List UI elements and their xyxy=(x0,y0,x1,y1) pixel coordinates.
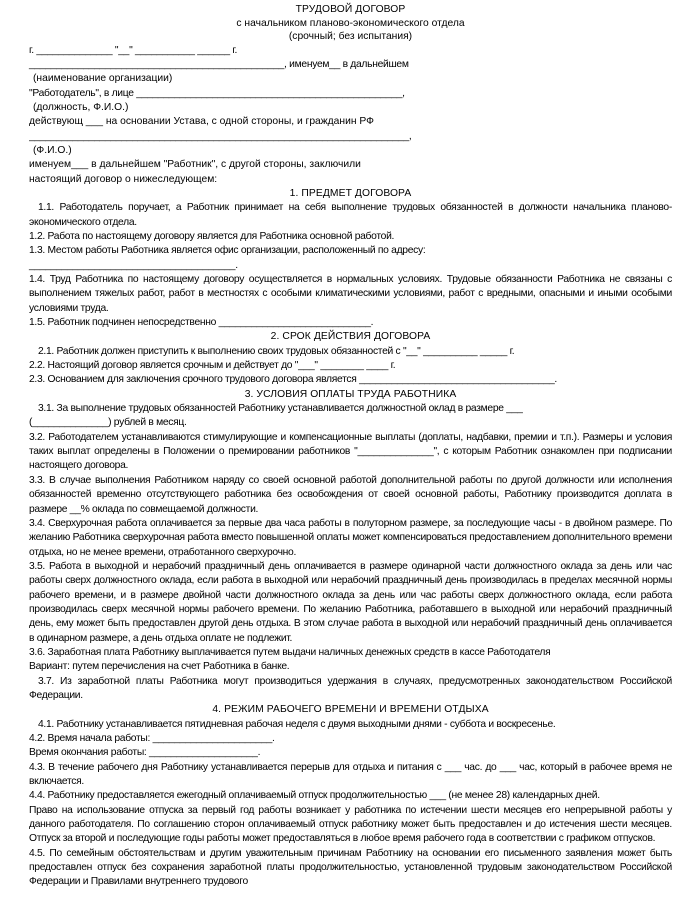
organization-caption: (наименование организации) xyxy=(33,73,173,85)
document-subtitle: с начальником планово-экономического отдела xyxy=(236,17,465,29)
worker-line: именуем___ в дальнейшем "Работник", с другой стороны, заключили xyxy=(29,159,361,171)
sections-container xyxy=(29,187,672,890)
clause-4.2b: Время окончания работы: ____________________. xyxy=(29,747,261,759)
clause-3.5: 3.5. Работа в выходной и нерабочий праздничный день оплачивается в размере одинарной части должностного оклада за день или час работы сверх должностного оклада, если работа в выходной или нерабочий праздничный день производилась в пределах месячной нормы рабочего времени, и в размере двойной части должностного оклада за день или час работы сверх должностного оклада, если работа производилась сверх месячной нормы рабочего времени. По желанию Работника, работавшего в выходной или нерабочий праздничный день, ему может быть предоставлен другой день отдыха. В этом случае работа в выходной или нерабочий праздничный день оплачивается в одинарном размере, а день отдыха оплате не подлежит. xyxy=(29,560,672,644)
clause-3.1-fill: (______________) рублей в месяц. xyxy=(29,417,187,429)
clause-3.4: 3.4. Сверхурочная работа оплачивается за первые два часа работы в полуторном размере, за последующие часы - в двойном размере. По желанию Работника сверхурочная работа вместо повышенной оплаты может компенсироваться предоставлением дополнительного времени отдыха, но не менее времени, отработанного сверхурочно. xyxy=(29,517,672,558)
citizen-caption: (Ф.И.О.) xyxy=(33,144,72,156)
clause-1.4: 1.4. Труд Работника по настоящему договору осуществляется в нормальных условиях. Трудовые обязанности Работника не связаны с выполнением тяжелых работ, работ в местностях с особыми климатическими условиями, работ с вредными, опасными и иными особыми условиями труда. xyxy=(29,274,672,314)
clause-4.3: 4.3. В течение рабочего дня Работнику устанавливается перерыв для отдыха и питания с ___ час. до ___ час, который в рабочее время не включается. xyxy=(29,761,672,788)
clause-3.1: 3.1. За выполнение трудовых обязанностей Работнику устанавливается должностной оклад в размере ___ xyxy=(38,403,523,415)
document-note: (срочный; без испытания) xyxy=(288,31,413,42)
clause-1.3: 1.3. Местом работы Работника является офис организации, расположенный по адресу: xyxy=(29,245,426,257)
acting-line: действующ ___ на основании Устава, с одной стороны, и гражданин РФ xyxy=(29,116,374,128)
clause-3.3: 3.3. В случае выполнения Работником наряду со своей основной работой дополнительной работы по другой должности или исполнения обязанностей временно отсутствующего работника без освобождения от своей основной работы, Работнику производится доплата в размере __% оклада по совмещаемой должности. xyxy=(29,474,672,515)
citizen-name-rule: ______________________________________________________________________, xyxy=(29,130,412,142)
clause-3.6-variant: Вариант: путем перечисления на счет Работника в банке. xyxy=(29,661,290,673)
clause-3.7: 3.7. Из заработной платы Работника могут производиться удержания в случаях, предусмотренных законодательством Российской Федерации. xyxy=(29,675,672,701)
preamble-closing-line: настоящий договор о нижеследующем: xyxy=(29,173,218,185)
clause-4.4: 4.4. Работнику предоставляется ежегодный оплачиваемый отпуск продолжительностью ___ (не менее 28) календарных дней. xyxy=(29,790,600,802)
clause-4.5: 4.5. По семейным обстоятельствам и другим уважительным причинам Работнику на основании его письменного заявления может быть предоставлен отпуск без сохранения заработной платы продолжительностью, установленной трудовым законодательством Российской Федерации и Правилами внутреннего трудового xyxy=(29,847,672,888)
clause-3.2: 3.2. Работодателем устанавливаются стимулирующие и компенсационные выплаты (доплаты, надбавки, премии и т.п.). Размеры и условия таких выплат определены в Положении о премировании работников "______________", с которым Работник ознакомлен при подписании настоящего договора. xyxy=(29,431,672,472)
clause-4.4b: Право на использование отпуска за первый год работы возникает у работника по истечении шести месяцев его непрерывной работы у данного работодателя. По соглашению сторон оплачиваемый отпуск работнику может быть предоставлен и до истечения шести месяцев. Отпуск за второй и последующие годы работы может предоставляться в любое время рабочего года в соответствии с графиком отпусков. xyxy=(29,804,672,845)
clause-2.2: 2.2. Настоящий договор является срочным и действует до "___" ________ ____ г. xyxy=(29,360,396,372)
clause-2.1: 2.1. Работник должен приступить к выполнению своих трудовых обязанностей с "__" __________ _____ г. xyxy=(38,345,515,357)
clause-1.5: 1.5. Работник подчинен непосредственно ____________________________. xyxy=(29,317,374,329)
clause-1.2: 1.2. Работа по настоящему договору является для Работника основной работой. xyxy=(29,230,395,242)
clause-1.1: 1.1. Работодатель поручает, а Работник принимает на себя выполнение трудовых обязанностей в должности начальника планово-экономического отдела. xyxy=(29,202,672,228)
section-heading: 1. ПРЕДМЕТ ДОГОВОРА xyxy=(289,187,412,199)
contract-document xyxy=(29,3,672,890)
place-date-line: г. ______________ "__" ___________ ______ г. xyxy=(29,44,238,56)
clause-4.2: 4.2. Время начала работы: ______________________. xyxy=(29,733,275,744)
employer-caption: (должность, Ф.И.О.) xyxy=(33,101,129,113)
employer-line: "Работодатель", в лице _________________________________________________, xyxy=(29,87,405,99)
clause-2.3: 2.3. Основанием для заключения срочного трудового договора является ____________________________________. xyxy=(29,374,557,386)
section-heading: 3. УСЛОВИЯ ОПЛАТЫ ТРУДА РАБОТНИКА xyxy=(244,388,457,400)
clause-1.3-fill: ______________________________________. xyxy=(29,259,238,271)
document-title: ТРУДОВОЙ ДОГОВОР xyxy=(295,4,406,15)
clause-4.1: 4.1. Работнику устанавливается пятидневная рабочая неделя с двумя выходными днями - суббота и воскресенье. xyxy=(38,718,556,730)
organization-line: _______________________________________________, именуем__ в дальнейшем xyxy=(29,58,409,70)
section-heading: 4. РЕЖИМ РАБОЧЕГО ВРЕМЕНИ И ВРЕМЕНИ ОТДЫХА xyxy=(212,704,489,716)
clause-3.6: 3.6. Заработная плата Работнику выплачивается путем выдачи наличных денежных средств в кассе Работодателя xyxy=(29,646,551,658)
section-heading: 2. СРОК ДЕЙСТВИЯ ДОГОВОРА xyxy=(270,331,431,343)
